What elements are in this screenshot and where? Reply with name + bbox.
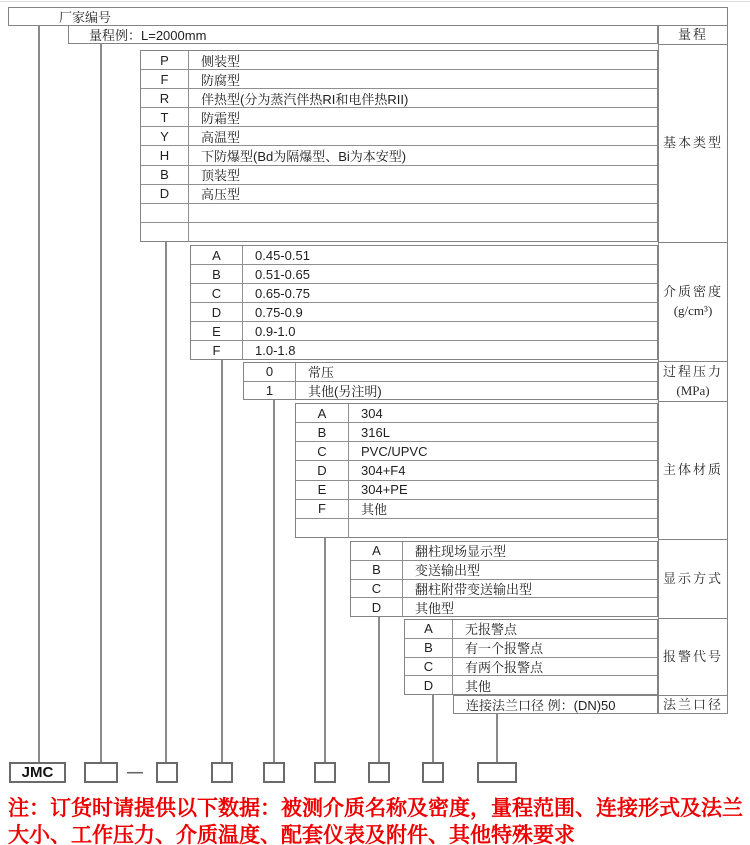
separator-dash: —	[127, 763, 143, 781]
code-cell: F	[191, 341, 243, 359]
connector-line-display-mode	[378, 617, 380, 762]
connector-line-factory	[38, 25, 40, 762]
desc-cell: 316L	[361, 424, 390, 440]
table-row	[296, 441, 657, 460]
table-row	[244, 363, 657, 381]
code-cell: B	[191, 265, 243, 283]
code-cell: C	[191, 284, 243, 302]
table-row	[191, 246, 657, 264]
desc-cell: 防霜型	[201, 110, 241, 126]
code-cell: E	[296, 481, 349, 499]
connector-line-density	[221, 360, 223, 762]
table-row	[244, 381, 657, 400]
table-row	[141, 107, 657, 126]
code-cell: C	[405, 658, 453, 676]
desc-cell: 0.45-0.51	[255, 247, 310, 263]
code-cell: F	[141, 70, 189, 88]
ordering-note-line2: 大小、工作压力、介质温度、配套仪表及附件、其他特殊要求	[8, 824, 575, 845]
flange-bore-row	[453, 695, 658, 714]
desc-cell: 翻柱附带变送输出型	[415, 581, 533, 597]
connector-line-basic-type	[165, 242, 167, 762]
table-row	[191, 302, 657, 321]
table-row	[296, 480, 657, 499]
table-row-empty	[141, 222, 657, 241]
model-prefix-box: JMC	[9, 762, 66, 783]
side-label-column	[658, 25, 728, 714]
code-cell: H	[141, 146, 189, 164]
desc-cell: 顶装型	[201, 168, 241, 184]
factory-number-box	[8, 7, 728, 26]
table-row	[296, 460, 657, 479]
code-cell: A	[405, 620, 453, 638]
desc-cell: 304+PE	[361, 482, 408, 498]
desc-cell: 其他型	[415, 600, 455, 616]
top-divider	[0, 1, 750, 2]
code-box-flange-bore	[477, 762, 517, 783]
code-cell: T	[141, 108, 189, 126]
ordering-note	[8, 795, 748, 845]
desc-cell: 0.9-1.0	[255, 323, 296, 339]
desc-cell: 伴热型(分为蒸汽伴热RI和电伴热RII)	[201, 91, 409, 107]
side-label-basic-type: 基本类型	[659, 45, 727, 243]
code-cell: A	[191, 246, 243, 264]
code-cell: B	[296, 423, 349, 441]
desc-cell: 其他	[361, 502, 388, 518]
code-cell: B	[351, 561, 403, 579]
code-cell: D	[405, 676, 453, 694]
code-cell: D	[141, 185, 189, 203]
desc-cell: 下防爆型(Bd为隔爆型、Bi为本安型)	[201, 149, 407, 165]
code-box-basic-type	[156, 762, 178, 783]
table-row	[141, 88, 657, 107]
table-row-empty	[296, 518, 657, 537]
code-cell: P	[141, 51, 189, 69]
code-box-range	[84, 762, 118, 783]
table-row	[405, 638, 657, 657]
code-cell	[141, 223, 189, 241]
table-row	[141, 184, 657, 203]
code-cell: B	[141, 166, 189, 184]
desc-cell: 其他(另注明)	[308, 383, 382, 399]
desc-cell: 0.51-0.65	[255, 266, 310, 282]
desc-cell: 304+F4	[361, 462, 406, 478]
table-row	[351, 542, 657, 560]
display-mode-table	[350, 541, 658, 617]
desc-cell: 无报警点	[465, 622, 518, 638]
desc-cell: 有一个报警点	[465, 641, 544, 657]
side-label-pressure: 过程压力 (MPa)	[659, 362, 727, 402]
table-row	[191, 340, 657, 359]
desc-cell: 304	[361, 405, 383, 421]
side-label-display-mode: 显示方式	[659, 540, 727, 619]
code-cell: C	[351, 580, 403, 598]
code-cell: E	[191, 322, 243, 340]
density-table	[190, 245, 658, 360]
desc-cell	[189, 223, 657, 241]
basic-type-table	[140, 50, 658, 242]
connector-line-range	[100, 44, 102, 762]
code-box-pressure	[263, 762, 285, 783]
desc-cell	[189, 204, 657, 222]
table-row	[141, 126, 657, 145]
code-cell: F	[296, 500, 349, 518]
table-row	[141, 165, 657, 184]
desc-cell: 高压型	[201, 187, 241, 203]
side-label-range: 量程	[659, 26, 727, 45]
code-box-material	[314, 762, 336, 783]
desc-cell: 0.65-0.75	[255, 285, 310, 301]
table-row	[296, 499, 657, 518]
desc-cell: 变送输出型	[415, 563, 481, 579]
table-row	[191, 264, 657, 283]
table-row	[454, 696, 657, 713]
table-row	[351, 560, 657, 579]
desc-cell: 侧装型	[201, 53, 241, 69]
table-row	[141, 51, 657, 69]
pressure-table	[243, 362, 658, 400]
table-row	[351, 579, 657, 598]
table-row	[191, 321, 657, 340]
code-cell: Y	[141, 127, 189, 145]
side-label-density: 介质密度 (g/cm³)	[659, 243, 727, 362]
table-row	[405, 620, 657, 638]
range-example-label: 量程例：L=2000mm	[89, 28, 207, 43]
desc-cell: 1.0-1.8	[255, 342, 296, 358]
code-cell	[296, 519, 349, 537]
desc-cell: 常压	[308, 365, 335, 381]
code-cell: D	[351, 598, 403, 616]
connector-line-pressure	[273, 400, 275, 762]
desc-cell	[349, 519, 657, 537]
code-box-density	[211, 762, 233, 783]
range-example-box	[68, 25, 658, 44]
side-label-flange-bore: 法兰口径	[662, 697, 723, 713]
code-cell: 1	[244, 382, 296, 400]
code-box-display-mode	[368, 762, 390, 783]
side-label-alarm-code: 报警代号	[659, 619, 727, 696]
desc-cell: 有两个报警点	[465, 659, 544, 675]
code-cell: C	[296, 442, 349, 460]
alarm-code-table	[404, 619, 658, 695]
table-row	[296, 404, 657, 422]
table-row	[351, 597, 657, 616]
code-cell: A	[351, 542, 403, 560]
material-table	[295, 403, 658, 538]
code-box-alarm-code	[422, 762, 444, 783]
table-row	[141, 69, 657, 88]
connector-line-alarm-code	[432, 695, 434, 762]
table-row	[141, 145, 657, 164]
factory-number-label: 厂家编号	[59, 10, 112, 25]
code-cell: D	[296, 461, 349, 479]
desc-cell: 其他	[465, 678, 492, 694]
desc-cell: 0.75-0.9	[255, 304, 303, 320]
table-row	[405, 657, 657, 676]
desc-cell: 翻柱现场显示型	[415, 544, 507, 560]
side-label-material: 主体材质	[659, 402, 727, 540]
desc-cell: 高温型	[201, 129, 241, 145]
table-row	[296, 422, 657, 441]
connector-line-material	[324, 538, 326, 762]
code-cell: B	[405, 639, 453, 657]
code-cell: D	[191, 303, 243, 321]
table-row	[405, 675, 657, 694]
desc-cell: 防腐型	[201, 72, 241, 88]
connector-line-flange-bore	[496, 714, 498, 762]
code-cell: 0	[244, 363, 296, 381]
desc-cell: PVC/UPVC	[361, 443, 428, 459]
code-cell: A	[296, 404, 349, 422]
table-row	[191, 283, 657, 302]
table-row-empty	[141, 203, 657, 222]
code-cell	[141, 204, 189, 222]
code-cell: R	[141, 89, 189, 107]
ordering-note-line1: 注：订货时请提供以下数据：被测介质名称及密度，量程范围、连接形式及法兰	[8, 797, 743, 820]
desc-cell: 连接法兰口径 例：(DN)50	[466, 698, 616, 713]
